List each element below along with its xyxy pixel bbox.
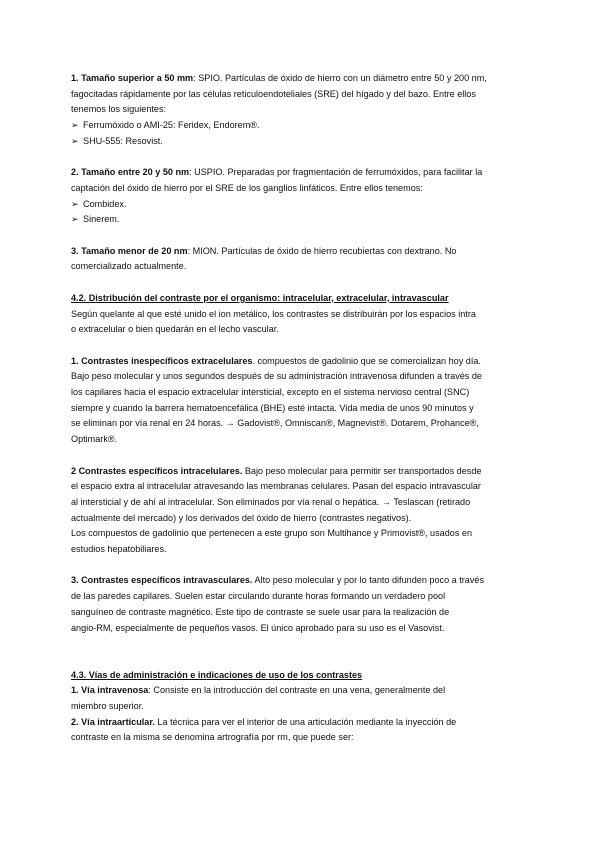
paragraph-line: Los compuestos de gadolinio que pertenecen a este grupo son Multihance y Primovist®, usados en: [71, 528, 473, 539]
paragraph-text: : Consiste en la introducción del contraste en una vena, generalmente del: [148, 685, 446, 696]
paragraph-size-20-50: [71, 165, 541, 181]
heading-size-under-20: 3. Tamaño menor de 20 nm: [71, 245, 188, 256]
paragraph-size-over-50: [71, 71, 541, 87]
heading-extracellular: 1. Contrastes inespecíficos extracelulares: [71, 355, 253, 366]
paragraph-line: miembro superior.: [71, 701, 144, 712]
paragraph-line: Optimark®.: [71, 434, 118, 445]
paragraph-size-under-20: [71, 244, 541, 260]
heading-size-20-50: 2. Tamaño entre 20 y 50 nm: [71, 167, 190, 178]
list-item: [71, 118, 541, 134]
list-item-text: Sinerem.: [83, 214, 120, 225]
heading-intravenous: 1. Vía intravenosa: [71, 685, 149, 696]
paragraph-line: o extracelular o bien quedarán en el lecho vascular.: [71, 324, 279, 335]
paragraph-text: . compuestos de gadolinio que se comercializan hoy día.: [252, 355, 481, 366]
paragraph-line: de las paredes capilares. Suelen estar circulando durante horas formando un verdadero pool: [71, 591, 446, 602]
list-item-text: Combidex.: [83, 198, 127, 209]
paragraph-line: se eliminan por vía renal en 24 horas. → Gadovist®, Omniscan®, Magnevist®. Dotarem, Prohance®,: [71, 418, 479, 429]
paragraph-intraarticular: [71, 715, 541, 731]
section-title-text: 4.3. Vías de administración e indicaciones de uso de los contrastes: [71, 669, 363, 680]
paragraph-intravenous: [71, 683, 541, 699]
paragraph-text: Bajo peso molecular para permitir ser transportados desde: [242, 465, 482, 476]
list-item-text: Ferrumóxido o AMI-25: Feridex, Endorem®.: [83, 120, 260, 131]
heading-size-over-50: 1. Tamaño superior a 50 mm: [71, 73, 194, 83]
paragraph-line: el espacio extra al intracelular atravesando las membranas celulares. Pasan del espacio intravascular: [71, 481, 481, 492]
arrow-bullet-icon: ➢: [71, 135, 79, 146]
list-item-text: SHU-555: Resovist.: [83, 135, 163, 146]
paragraph-line: Según quelante al que esté unido el ion metálico, los contrastes se distribuirán por los espacios intra: [71, 308, 476, 319]
paragraph-line: comercializado actualmente.: [71, 261, 187, 272]
heading-intraarticular: 2. Vía intraarticular.: [71, 716, 155, 727]
section-title-4-3: [71, 668, 541, 684]
paragraph-line: estudios hepatobiliares.: [71, 544, 167, 555]
list-item: [71, 212, 541, 228]
section-title-text: 4.2. Distribución del contraste por el organismo: intracelular, extracelular, intravascular: [71, 292, 449, 303]
paragraph-line: sanguíneo de contraste magnético. Este tipo de contraste se suele usar para la realización de: [71, 606, 450, 617]
arrow-bullet-icon: ➢: [71, 198, 79, 209]
document-page: [71, 71, 541, 746]
paragraph-text: : MION. Partículas de óxido de hierro recubiertas con dextrano. No: [187, 245, 457, 256]
arrow-bullet-icon: ➢: [71, 120, 79, 131]
paragraph-line: contraste en la misma se denomina artrografía por rm, que puede ser:: [71, 732, 354, 743]
paragraph-intravascular: [71, 573, 541, 589]
arrow-bullet-icon: ➢: [71, 214, 79, 225]
paragraph-line: actualmente del mercado) y los derivados del óxido de hierro (contrastes negativos).: [71, 512, 412, 523]
section-title-4-2: [71, 291, 541, 307]
paragraph-extracellular: [71, 354, 541, 370]
paragraph-text: La técnica para ver el interior de una articulación mediante la inyección de: [154, 716, 457, 727]
heading-intracellular: 2 Contrastes específicos intracelulares.: [71, 465, 243, 476]
list-item: [71, 134, 541, 150]
paragraph-text: Alto peso molecular y por lo tanto difunden poco a través: [252, 575, 484, 586]
paragraph-text: : USPIO. Preparadas por fragmentación de ferrumóxidos, para facilitar la: [189, 167, 483, 178]
paragraph-text: : SPIO. Partículas de óxido de hierro con un diámetro entre 50 y 200 nm,: [193, 73, 487, 83]
paragraph-line: angio-RM, especialmente de pequeños vasos. El único aprobado para su uso es el Vasovist.: [71, 622, 445, 633]
paragraph-line: siempre y cuando la barrera hematoencefálica (BHE) esté intacta. Vida media de unos 90 minutos y: [71, 402, 474, 413]
paragraph-line: fagocitadas rápidamente por las células reticuloendoteliales (SRE) del hígado y del bazo. Entre ellos: [71, 88, 476, 99]
paragraph-line: captación del óxido de hierro por el SRE de los ganglios linfáticos. Entre ellos tenemos:: [71, 182, 423, 193]
paragraph-line: al intersticial y de ahí al intracelular. Son eliminados por vía renal o hepática. → Teslascan (retirado: [71, 496, 471, 507]
paragraph-line: tenemos los siguientes:: [71, 104, 167, 115]
paragraph-line: Bajo peso molecular y unos segundos después de su administración intravenosa difunden a través de: [71, 371, 482, 382]
heading-intravascular: 3. Contrastes específicos intravasculares.: [71, 575, 253, 586]
paragraph-intracellular: [71, 464, 541, 480]
paragraph-line: los capilares hacia el espacio extracelular intersticial, excepto en el sistema nervioso central (SNC): [71, 387, 470, 397]
list-item: [71, 197, 541, 213]
